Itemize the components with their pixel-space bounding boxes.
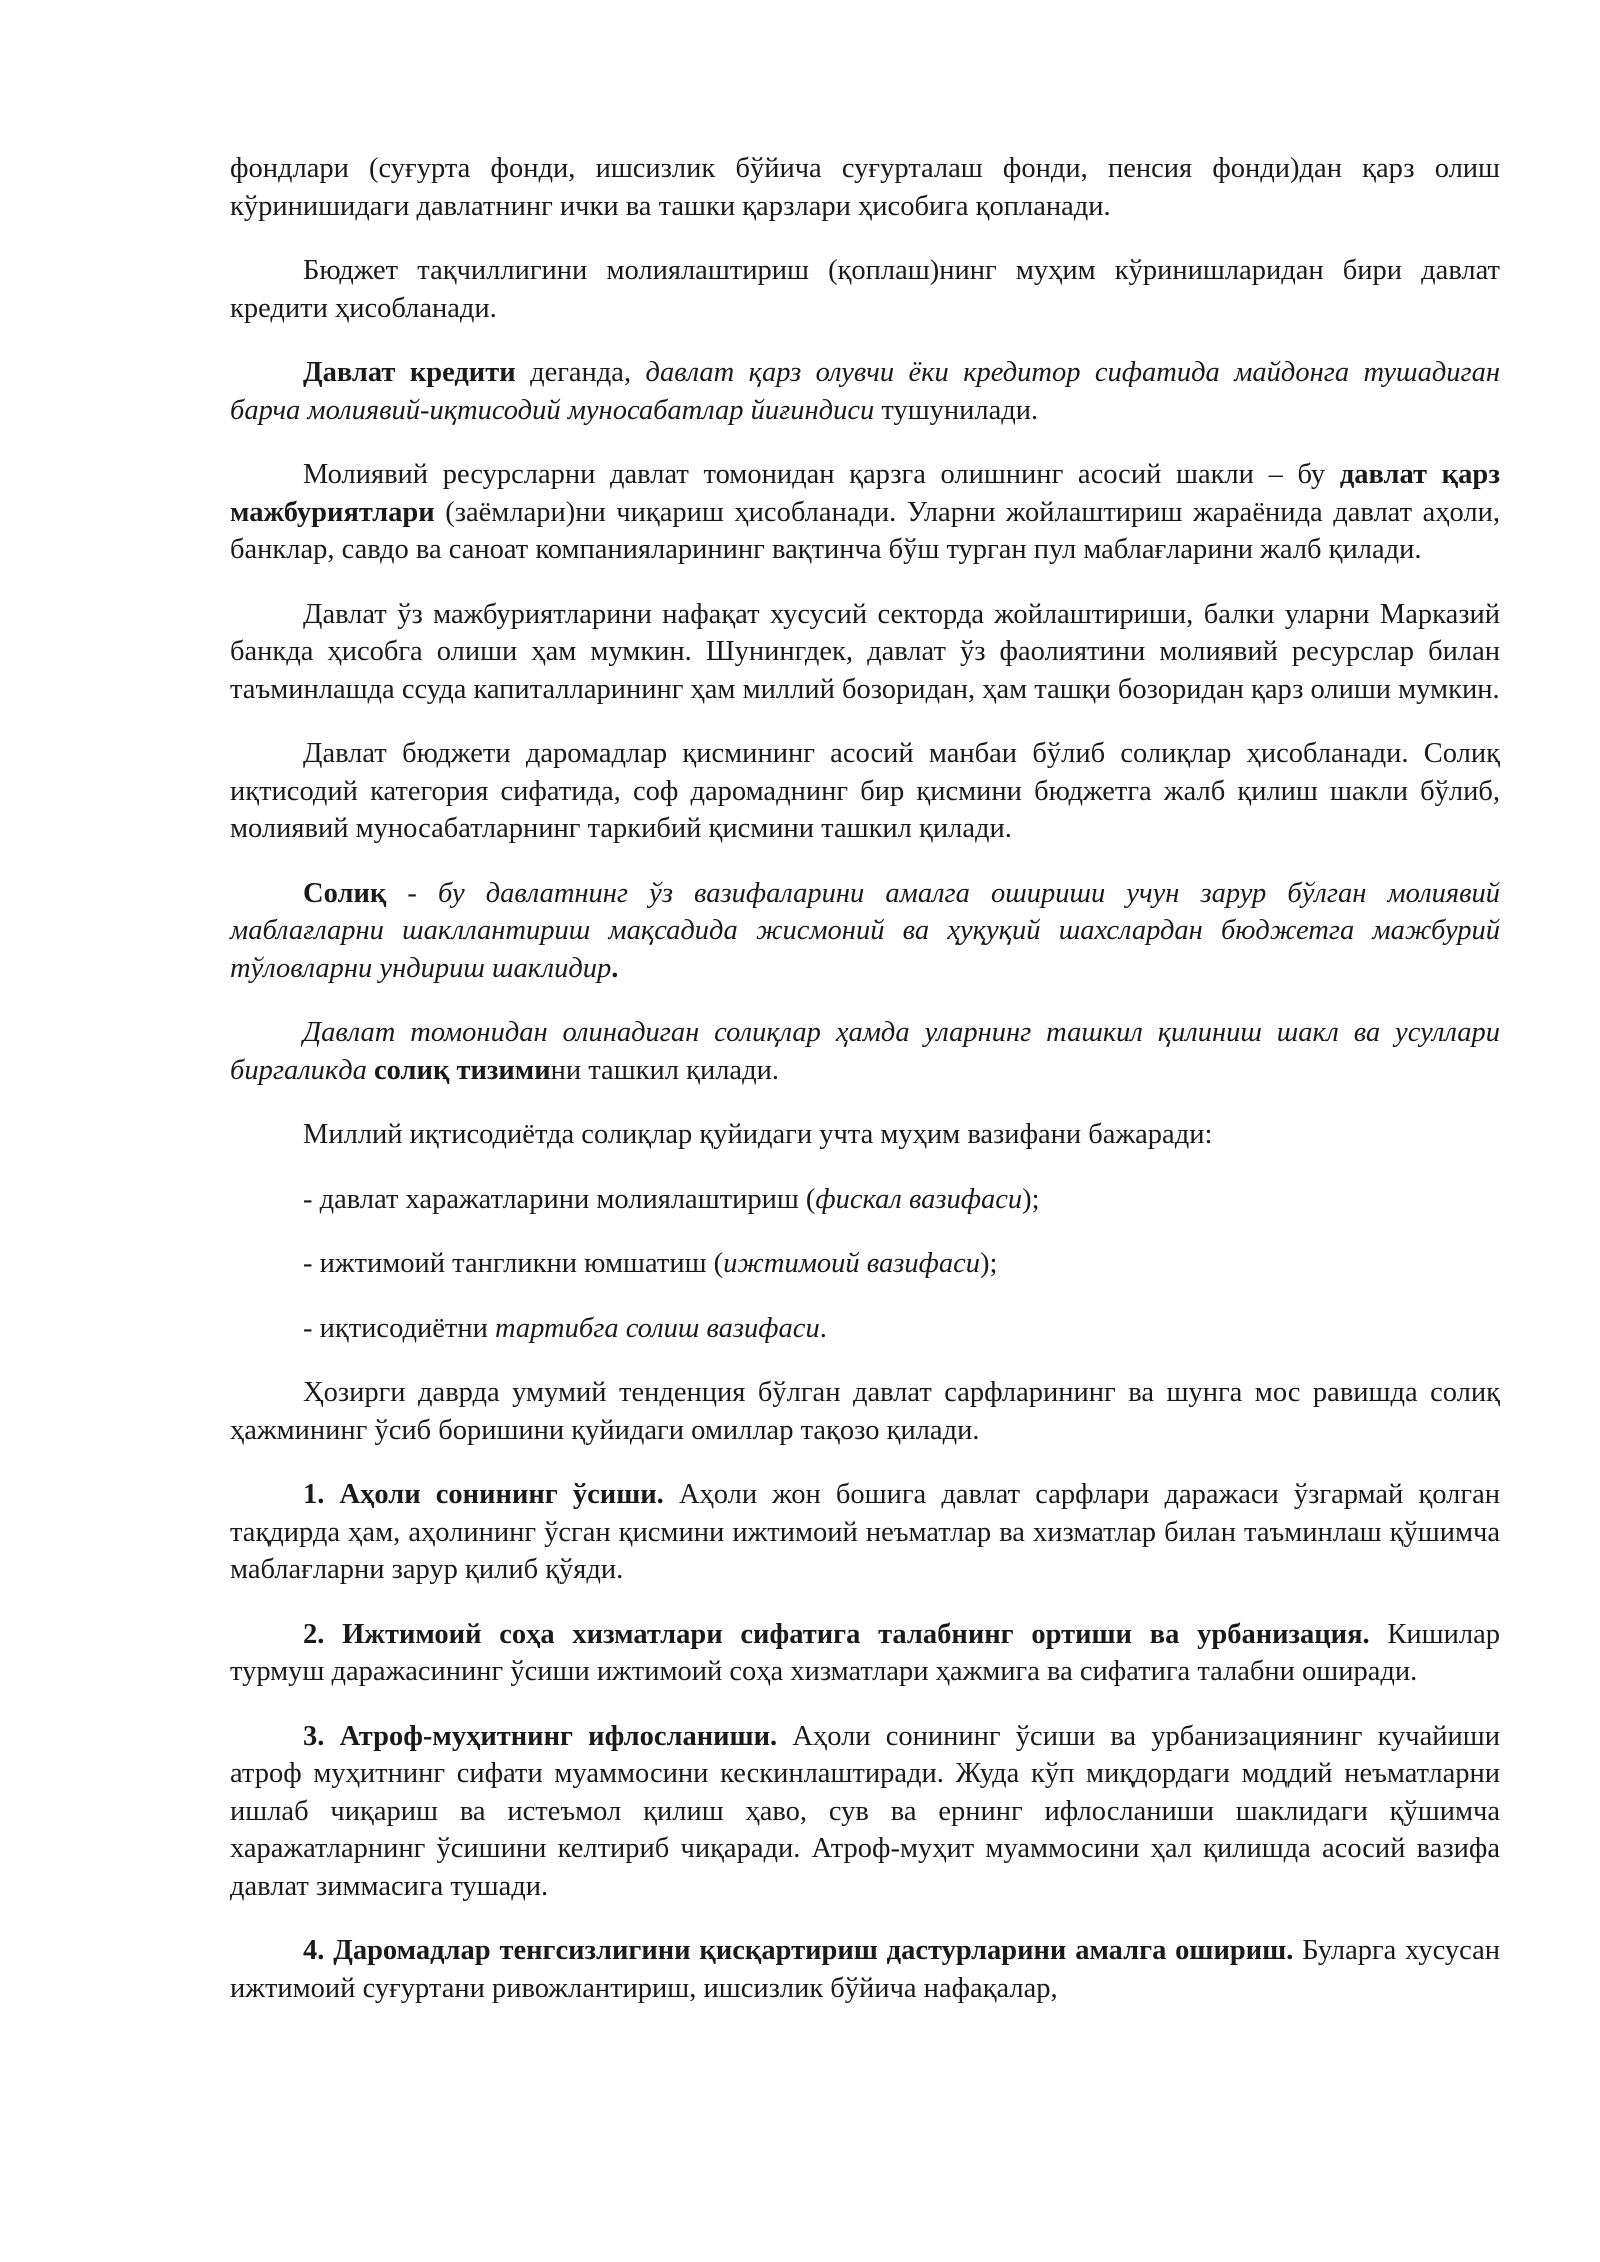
factor-2-social-services: [230, 1616, 1500, 1691]
factor-text: Аҳоли жон бошига давлат сарфлари даражаси ўзгармай қолган тақдирда ҳам, аҳолининг ўсган қисмини ижтимоий неъматлар ва хизматлар билан таъминлаш қўшимча маблағларни зарур қилиб қўяди.: [230, 1479, 1500, 1585]
paragraph-5: [230, 596, 1500, 709]
paragraph-text: (заёмлари)ни чиқариш ҳисобланади. Уларни жойлаштириш жараёнида давлат аҳоли, банклар, савдо ва саноат компанияларининг вақтинча бўш турган пул маблағларини жалб қилади.: [230, 496, 1500, 565]
paragraph-text: -: [386, 877, 439, 909]
paragraph-text: тушунилади.: [874, 394, 1039, 426]
paragraph-3-state-credit-definition: [230, 354, 1500, 429]
list-item-text: - ижтимоий тангликни юмшатиш (: [303, 1248, 724, 1279]
factor-heading: 3. Атроф-муҳитнинг ифлосланиши.: [303, 1720, 778, 1752]
paragraph-4: [230, 456, 1500, 569]
paragraph-text: деганда,: [515, 357, 646, 388]
bold-period: .: [611, 952, 619, 984]
factor-text: Кишилар турмуш даражасининг ўсиши ижтимоий соҳа хизматлари ҳажмига ва сифатига талабни оширади.: [230, 1618, 1500, 1687]
document-page: [230, 150, 1500, 2034]
list-item-text: - иқтисодиётни: [303, 1312, 495, 1344]
definition-text: Давлат томонидан олинадиган солиқлар ҳамда уларнинг ташкил қилиниш шакл ва усуллари биргаликда: [230, 1017, 1500, 1086]
paragraph-text: Миллий иқтисодиётда солиқлар қуйидаги учта муҳим вазифани бажаради:: [303, 1119, 1213, 1150]
paragraph-text: фондлари (суғурта фонди, ишсизлик бўйича суғурталаш фонди, пенсия фонди)дан қарз олиш кўринишидаги давлатнинг ички ва ташки қарзлари ҳисобига қопланади.: [230, 153, 1500, 222]
factor-text: Буларга хусусан ижтимоий суғуртани ривожлантириш, ишсизлик бўйича нафақалар,: [230, 1935, 1501, 2004]
paragraph-6: [230, 735, 1500, 848]
list-item-text: );: [1022, 1183, 1040, 1215]
list-item-regulatory: [230, 1310, 1500, 1348]
factor-heading: 2. Ижтимоий соҳа хизматлари сифатига талабнинг ортиши ва урбанизация.: [303, 1618, 1370, 1650]
paragraph-text: Ҳозирги даврда умумий тенденция бўлган давлат сарфларининг ва шунга мос равишда солиқ ҳажмининг ўсиб боришини қуйидаги омиллар тақозо қилади.: [230, 1377, 1500, 1446]
factor-text: Аҳоли сонининг ўсиши ва урбанизациянинг кучайиши атроф муҳитнинг сифати муаммосини кескинлаштиради. Жуда кўп миқдордаги моддий неъматларни ишлаб чиқариш ва истеъмол қилиш ҳаво, сув ва ернинг ифлосланиши шаклидаги қўшимча харажатларнинг ўсишини келтириб чиқаради. Атроф-муҳит муаммосини ҳал қилишда асосий вазифа давлат зиммасига тушади.: [230, 1720, 1500, 1902]
factor-heading: 4. Даромадлар тенгсизлигини қисқартириш дастурларини амалга ошириш.: [303, 1935, 1294, 1966]
term-tax-system: солиқ тизими: [374, 1054, 551, 1086]
factor-heading: 1. Аҳоли сонининг ўсиши.: [303, 1479, 664, 1510]
paragraph-text: ни ташкил қилади.: [550, 1054, 779, 1086]
factor-3-environment: [230, 1718, 1500, 1906]
paragraph-9: [230, 1116, 1500, 1154]
list-item-text: );: [980, 1248, 998, 1279]
paragraph-text: Бюджет тақчиллигини молиялаштириш (қоплаш)нинг муҳим кўринишларидан бири давлат кредити ҳисобланади.: [230, 255, 1500, 324]
list-item-emphasis: ижтимоий вазифаси: [723, 1248, 980, 1279]
paragraph-text: Давлат ўз мажбуриятларини нафақат хусусий секторда жойлаштириши, балки уларни Марказий банкда ҳисобга олиши ҳам мумкин. Шунингдек, давлат ўз фаолиятини молиявий ресурслар билан таъминлашда ссуда капиталларининг ҳам миллий бозоридан, ҳам ташқи бозоридан қарз олиши мумкин.: [230, 598, 1500, 705]
list-item-social: [230, 1245, 1500, 1283]
paragraph-7-tax-definition: [230, 875, 1500, 988]
paragraph-text: Давлат бюджети даромадлар қисмининг асосий манбаи бўлиб солиқлар ҳисобланади. Солиқ иқтисодий категория сифатида, соф даромаднинг бир қисмини бюджетга жалб қилиш шакли бўлиб, молиявий муносабатларнинг таркибий қисмини ташкил қилади.: [230, 738, 1500, 844]
paragraph-1: [230, 150, 1500, 225]
term-debt-obligations: давлат қарз мажбуриятлари: [230, 459, 1500, 528]
list-item-emphasis: фискал вазифаси: [815, 1183, 1023, 1215]
term-tax: Солиқ: [303, 877, 387, 909]
term-state-credit: Давлат кредити: [303, 357, 516, 388]
paragraph-8-tax-system: [230, 1014, 1500, 1089]
list-item-fiscal: [230, 1181, 1500, 1219]
factor-4-income-inequality: [230, 1932, 1500, 2007]
paragraph-13: [230, 1374, 1500, 1449]
factor-1-population-growth: [230, 1476, 1500, 1589]
definition-text: бу давлатнинг ўз вазифаларини амалга ошириши учун зарур бўлган молиявий маблағларни шакллантириш мақсадида жисмоний ва ҳуқуқий шахслардан бюджетга мажбурий тўловларни ундириш шаклидир: [230, 877, 1500, 984]
list-item-emphasis: тартибга солиш вазифаси: [495, 1312, 820, 1344]
paragraph-text: Молиявий ресурсларни давлат томонидан қарзга олишнинг асосий шакли – бу: [303, 459, 1340, 490]
paragraph-2: [230, 252, 1500, 327]
definition-text: давлат қарз олувчи ёки кредитор сифатида майдонга тушадиган барча молиявий-иқтисодий муносабатлар йиғиндиси: [230, 357, 1500, 426]
list-item-text: - давлат харажатларини молиялаштириш (: [303, 1183, 816, 1215]
list-item-text: .: [819, 1312, 827, 1344]
